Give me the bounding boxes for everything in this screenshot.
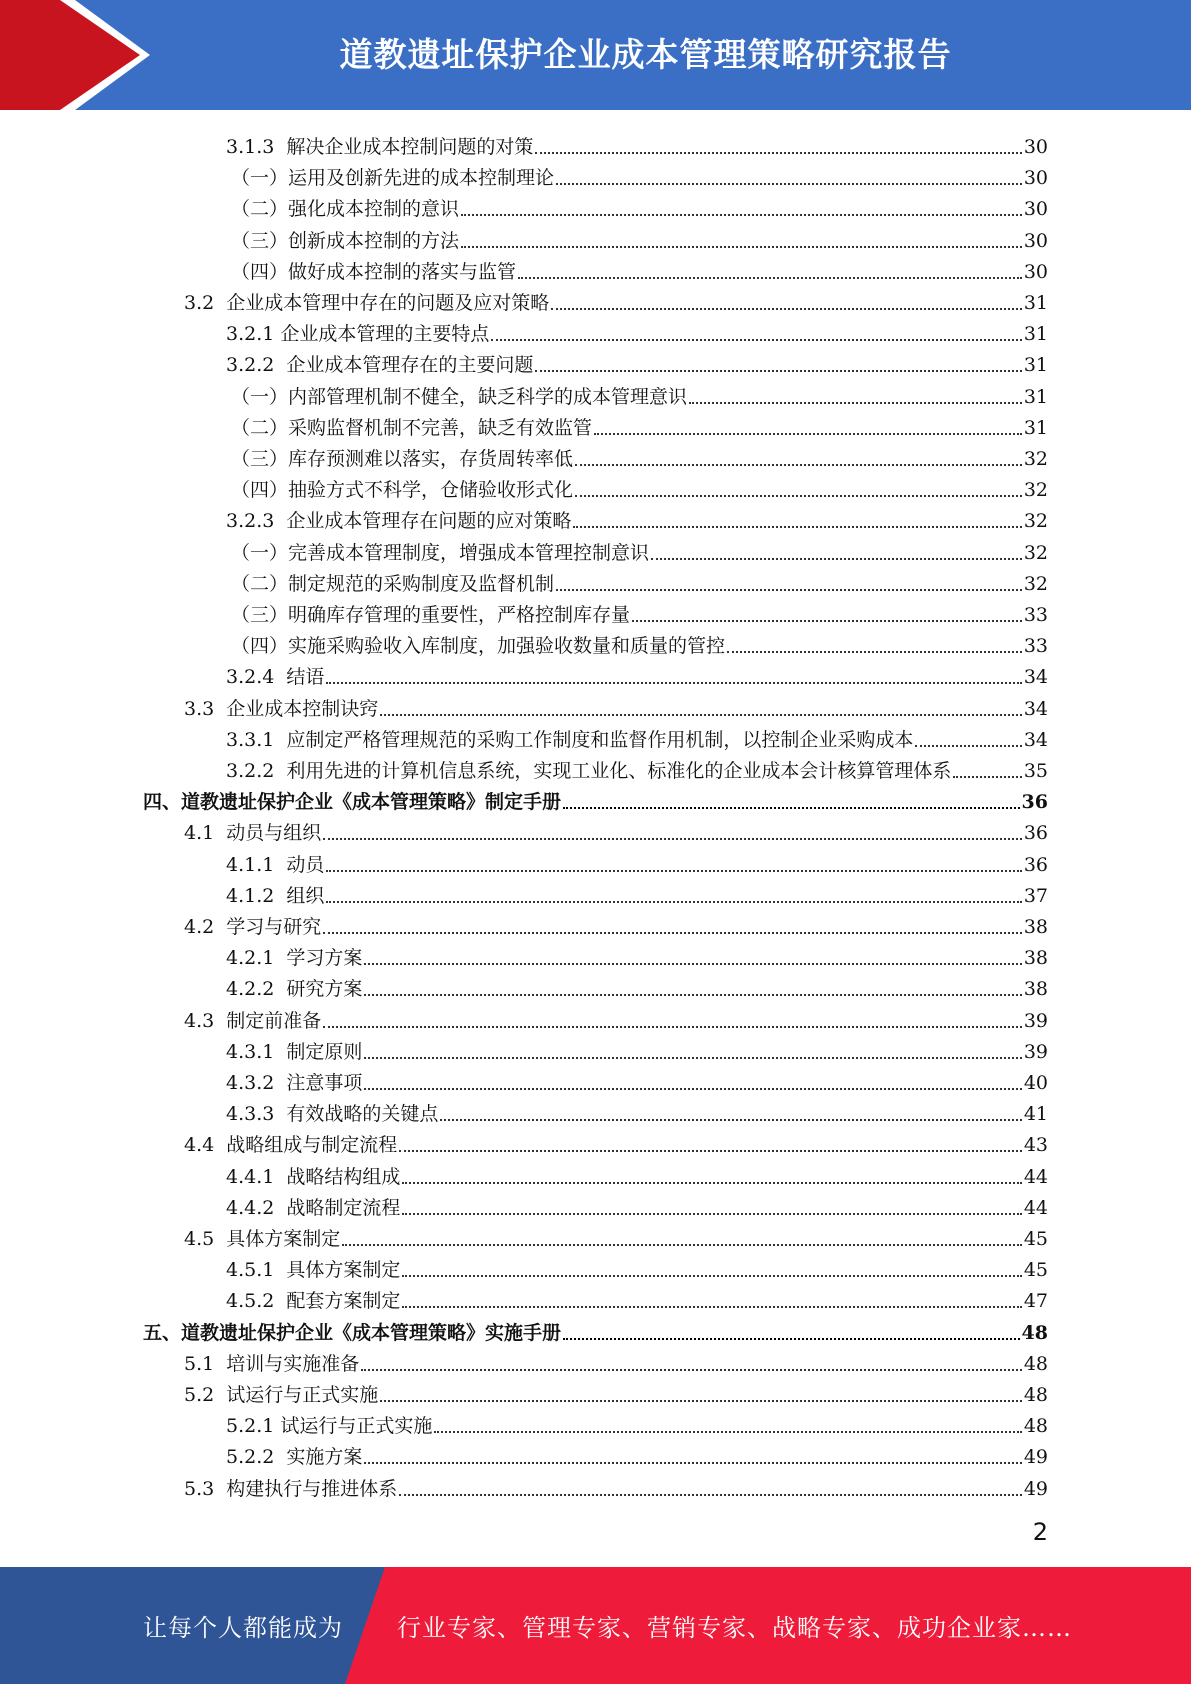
toc-leader-dots bbox=[380, 714, 1022, 716]
toc-entry-label: 5.2.2 实施方案 bbox=[226, 1446, 363, 1469]
toc-entry[interactable] bbox=[226, 1251, 1048, 1282]
toc-entry[interactable] bbox=[231, 440, 1048, 471]
toc-entry-label: （四）抽验方式不科学，仓储验收形式化 bbox=[231, 479, 574, 502]
toc-leader-dots bbox=[402, 1182, 1021, 1184]
toc-entry[interactable] bbox=[226, 1438, 1048, 1469]
toc-entry[interactable] bbox=[226, 846, 1048, 877]
toc-entry[interactable] bbox=[226, 346, 1048, 377]
toc-entry[interactable] bbox=[143, 1314, 1048, 1345]
toc-entry-label: 4.1.1 动员 bbox=[226, 853, 325, 876]
toc-leader-dots bbox=[915, 745, 1021, 747]
toc-entry-page: 31 bbox=[1023, 354, 1048, 377]
toc-leader-dots bbox=[563, 807, 1020, 809]
toc-entry[interactable] bbox=[226, 1407, 1048, 1438]
toc-entry-label: 3.2.3 企业成本管理存在问题的应对策略 bbox=[226, 510, 572, 533]
toc-entry-label: 4.3.3 有效战略的关键点 bbox=[226, 1103, 439, 1126]
toc-leader-dots bbox=[563, 1338, 1020, 1340]
toc-entry[interactable] bbox=[184, 814, 1048, 845]
toc-leader-dots bbox=[402, 1213, 1021, 1215]
toc-leader-dots bbox=[518, 277, 1022, 279]
toc-entry-page: 48 bbox=[1023, 1384, 1048, 1406]
toc-entry-label: 5.2 试运行与正式实施 bbox=[184, 1384, 379, 1406]
toc-entry-label: （三）创新成本控制的方法 bbox=[231, 229, 460, 252]
toc-entry[interactable] bbox=[231, 190, 1048, 221]
toc-entry[interactable] bbox=[231, 565, 1048, 596]
toc-entry-label: 4.5.2 配套方案制定 bbox=[226, 1290, 401, 1313]
toc-entry-label: 3.2.4 结语 bbox=[226, 666, 325, 689]
toc-entry-page: 34 bbox=[1023, 728, 1048, 751]
toc-entry-label: 4.2.2 研究方案 bbox=[226, 978, 363, 1001]
toc-entry-page: 34 bbox=[1023, 666, 1048, 689]
toc-entry[interactable] bbox=[226, 939, 1048, 970]
toc-entry[interactable] bbox=[184, 1470, 1048, 1501]
toc-entry-page: 32 bbox=[1023, 510, 1048, 533]
toc-leader-dots bbox=[556, 183, 1022, 185]
toc-entry[interactable] bbox=[231, 409, 1048, 440]
toc-leader-dots bbox=[323, 838, 1022, 840]
toc-leader-dots bbox=[364, 994, 1021, 996]
toc-leader-dots bbox=[573, 526, 1021, 528]
toc-entry-label: （二）制定规范的采购制度及监督机制 bbox=[231, 572, 555, 595]
toc-entry-page: 33 bbox=[1023, 604, 1048, 626]
toc-leader-dots bbox=[364, 1057, 1021, 1059]
toc-entry-page: 49 bbox=[1023, 1477, 1048, 1500]
toc-entry[interactable] bbox=[226, 970, 1048, 1001]
toc-entry-label: 4.1.2 组织 bbox=[226, 884, 325, 907]
toc-entry[interactable] bbox=[231, 159, 1048, 190]
toc-entry[interactable] bbox=[184, 908, 1048, 939]
toc-entry[interactable] bbox=[226, 721, 1048, 752]
document-title: 道教遗址保护企业成本管理策略研究报告 bbox=[339, 34, 952, 74]
toc-leader-dots bbox=[575, 495, 1022, 497]
toc-entry-page: 48 bbox=[1023, 1352, 1048, 1375]
toc-leader-dots bbox=[689, 402, 1022, 404]
toc-entry-label: （三）明确库存管理的重要性，严格控制库存量 bbox=[231, 604, 631, 626]
toc-entry-label: 4.5 具体方案制定 bbox=[184, 1228, 341, 1250]
toc-entry[interactable] bbox=[226, 502, 1048, 533]
toc-entry-page: 49 bbox=[1023, 1446, 1048, 1469]
toc-leader-dots bbox=[364, 1462, 1021, 1464]
toc-entry[interactable] bbox=[184, 1376, 1048, 1407]
toc-entry-page: 45 bbox=[1023, 1228, 1048, 1250]
toc-leader-dots bbox=[380, 1400, 1022, 1402]
toc-entry-page: 45 bbox=[1023, 1259, 1048, 1282]
toc-entry[interactable] bbox=[226, 1095, 1048, 1126]
toc-entry[interactable] bbox=[231, 378, 1048, 409]
toc-entry-label: 4.4 战略组成与制定流程 bbox=[184, 1134, 398, 1157]
toc-entry-label: 四、道教遗址保护企业《成本管理策略》制定手册 bbox=[143, 791, 562, 814]
toc-leader-dots bbox=[651, 558, 1022, 560]
toc-entry-page: 38 bbox=[1023, 978, 1048, 1001]
toc-entry-page: 40 bbox=[1023, 1072, 1048, 1094]
toc-entry-page: 33 bbox=[1023, 635, 1048, 658]
toc-entry-label: 3.2.2 企业成本管理存在的主要问题 bbox=[226, 354, 534, 377]
toc-entry[interactable] bbox=[231, 534, 1048, 565]
toc-entry-label: （一）完善成本管理制度，增强成本管理控制意识 bbox=[231, 541, 650, 564]
toc-entry-label: 4.3.2 注意事项 bbox=[226, 1072, 363, 1094]
toc-entry-label: 4.5.1 具体方案制定 bbox=[226, 1259, 401, 1282]
toc-entry-page: 38 bbox=[1023, 916, 1048, 938]
toc-entry[interactable] bbox=[226, 752, 1048, 783]
toc-entry[interactable] bbox=[184, 690, 1048, 721]
toc-entry-label: 3.2.1 企业成本管理的主要特点 bbox=[226, 323, 490, 346]
toc-entry-label: 4.3 制定前准备 bbox=[184, 1009, 322, 1032]
toc-entry[interactable] bbox=[226, 1158, 1048, 1189]
toc-leader-dots bbox=[575, 464, 1022, 466]
toc-entry-label: （一）运用及创新先进的成本控制理论 bbox=[231, 167, 555, 190]
toc-leader-dots bbox=[551, 308, 1022, 310]
toc-entry[interactable] bbox=[231, 627, 1048, 658]
toc-entry-page: 43 bbox=[1023, 1134, 1048, 1157]
toc-leader-dots bbox=[326, 682, 1021, 684]
toc-entry-label: 5.1 培训与实施准备 bbox=[184, 1352, 360, 1375]
toc-entry-label: 3.3 企业成本控制诀窍 bbox=[184, 697, 379, 720]
toc-entry[interactable] bbox=[184, 1126, 1048, 1157]
toc-entry-page: 30 bbox=[1023, 136, 1048, 158]
toc-entry-page: 32 bbox=[1023, 541, 1048, 564]
toc-leader-dots bbox=[461, 214, 1022, 216]
toc-entry-page: 34 bbox=[1023, 697, 1048, 720]
toc-leader-dots bbox=[461, 246, 1022, 248]
toc-leader-dots bbox=[556, 589, 1022, 591]
toc-entry-label: 3.3.1 应制定严格管理规范的采购工作制度和监督作用机制，以控制企业采购成本 bbox=[226, 728, 914, 751]
toc-entry-page: 36 bbox=[1021, 791, 1048, 814]
toc-entry-label: 4.1 动员与组织 bbox=[184, 822, 322, 845]
toc-leader-dots bbox=[535, 152, 1021, 154]
toc-leader-dots bbox=[953, 776, 1021, 778]
toc-entry-label: 4.4.1 战略结构组成 bbox=[226, 1165, 401, 1188]
toc-leader-dots bbox=[361, 1369, 1022, 1371]
toc-entry-page: 36 bbox=[1023, 822, 1048, 845]
toc-entry-label: 5.3 构建执行与推进体系 bbox=[184, 1477, 398, 1500]
page-number: 2 bbox=[1032, 1518, 1048, 1546]
toc-leader-dots bbox=[491, 339, 1021, 341]
toc-leader-dots bbox=[440, 1119, 1021, 1121]
toc-entry-page: 31 bbox=[1023, 292, 1048, 314]
toc-entry-page: 38 bbox=[1023, 947, 1048, 970]
toc-leader-dots bbox=[323, 932, 1022, 934]
toc-leader-dots bbox=[326, 870, 1021, 872]
toc-entry-label: （一）内部管理机制不健全，缺乏科学的成本管理意识 bbox=[231, 385, 688, 408]
toc-entry-page: 37 bbox=[1023, 884, 1048, 907]
toc-entry[interactable] bbox=[226, 1064, 1048, 1095]
toc-leader-dots bbox=[632, 620, 1022, 622]
footer-slogan-right: 行业专家、管理专家、营销专家、战略专家、成功企业家…… bbox=[397, 1614, 1072, 1642]
toc-entry-page: 30 bbox=[1023, 167, 1048, 190]
toc-entry-page: 30 bbox=[1023, 260, 1048, 283]
toc-leader-dots bbox=[364, 963, 1021, 965]
toc-leader-dots bbox=[326, 901, 1021, 903]
toc-entry-page: 30 bbox=[1023, 198, 1048, 221]
toc-entry[interactable] bbox=[226, 658, 1048, 689]
toc-leader-dots bbox=[323, 1026, 1022, 1028]
toc-entry[interactable] bbox=[184, 1220, 1048, 1251]
toc-entry-label: 5.2.1 试运行与正式实施 bbox=[226, 1415, 433, 1438]
toc-entry-page: 31 bbox=[1023, 416, 1048, 439]
toc-entry[interactable] bbox=[231, 253, 1048, 284]
toc-entry-label: 3.2 企业成本管理中存在的问题及应对策略 bbox=[184, 292, 550, 314]
toc-entry[interactable] bbox=[226, 315, 1048, 346]
toc-entry-page: 48 bbox=[1021, 1321, 1048, 1344]
toc-leader-dots bbox=[399, 1494, 1022, 1496]
toc-entry-page: 31 bbox=[1023, 323, 1048, 346]
toc-entry-label: （二）采购监督机制不完善，缺乏有效监管 bbox=[231, 416, 593, 439]
toc-entry-label: 4.2 学习与研究 bbox=[184, 916, 322, 938]
toc-entry-label: 4.3.1 制定原则 bbox=[226, 1040, 363, 1063]
toc-entry-page: 39 bbox=[1023, 1040, 1048, 1063]
page-footer bbox=[0, 1567, 1191, 1684]
toc-entry[interactable] bbox=[184, 1002, 1048, 1033]
toc-entry-label: 3.2.2 利用先进的计算机信息系统，实现工业化、标准化的企业成本会计核算管理体系 bbox=[226, 760, 952, 782]
toc-leader-dots bbox=[594, 433, 1022, 435]
toc-entry-label: 4.4.2 战略制定流程 bbox=[226, 1196, 401, 1219]
toc-entry-page: 36 bbox=[1023, 853, 1048, 876]
toc-leader-dots bbox=[399, 1150, 1022, 1152]
toc-entry-page: 47 bbox=[1023, 1290, 1048, 1313]
toc-entry[interactable] bbox=[231, 222, 1048, 253]
page-header bbox=[0, 0, 1191, 110]
toc-entry-label: 4.2.1 学习方案 bbox=[226, 947, 363, 970]
footer-slogan-left: 让每个人都能成为 bbox=[143, 1614, 343, 1642]
toc-leader-dots bbox=[402, 1306, 1021, 1308]
toc-entry-label: （三）库存预测难以落实，存货周转率低 bbox=[231, 448, 574, 470]
toc-entry-page: 44 bbox=[1023, 1165, 1048, 1188]
toc-entry-page: 30 bbox=[1023, 229, 1048, 252]
toc-entry-page: 32 bbox=[1023, 479, 1048, 502]
toc-leader-dots bbox=[364, 1088, 1021, 1090]
toc-entry[interactable] bbox=[226, 128, 1048, 159]
toc-leader-dots bbox=[342, 1244, 1022, 1246]
toc-entry[interactable] bbox=[231, 596, 1048, 627]
toc-entry-page: 39 bbox=[1023, 1009, 1048, 1032]
toc-entry[interactable] bbox=[231, 471, 1048, 502]
toc-leader-dots bbox=[727, 651, 1022, 653]
toc-entry[interactable] bbox=[184, 1345, 1048, 1376]
toc-leader-dots bbox=[535, 370, 1021, 372]
toc-entry[interactable] bbox=[226, 1033, 1048, 1064]
toc-entry-page: 31 bbox=[1023, 385, 1048, 408]
toc-entry-label: （四）做好成本控制的落实与监管 bbox=[231, 260, 517, 283]
toc-entry[interactable] bbox=[226, 877, 1048, 908]
toc-leader-dots bbox=[402, 1275, 1021, 1277]
toc-entry-page: 32 bbox=[1023, 448, 1048, 470]
toc-entry-page: 48 bbox=[1023, 1415, 1048, 1438]
toc-entry[interactable] bbox=[226, 1282, 1048, 1313]
header-arrow-decoration bbox=[0, 0, 160, 110]
toc-leader-dots bbox=[434, 1431, 1021, 1433]
toc-entry[interactable] bbox=[184, 284, 1048, 315]
toc-entry-label: 3.1.3 解决企业成本控制问题的对策 bbox=[226, 136, 534, 158]
toc-entry-label: （二）强化成本控制的意识 bbox=[231, 198, 460, 221]
toc-entry-label: 五、道教遗址保护企业《成本管理策略》实施手册 bbox=[143, 1321, 562, 1344]
toc-entry[interactable] bbox=[226, 1189, 1048, 1220]
toc-entry-label: （四）实施采购验收入库制度，加强验收数量和质量的管控 bbox=[231, 635, 726, 658]
toc-entry-page: 44 bbox=[1023, 1196, 1048, 1219]
toc-entry-page: 41 bbox=[1023, 1103, 1048, 1126]
toc-entry-page: 32 bbox=[1023, 572, 1048, 595]
toc-entry-page: 35 bbox=[1023, 760, 1048, 782]
toc-entry[interactable] bbox=[143, 783, 1048, 814]
